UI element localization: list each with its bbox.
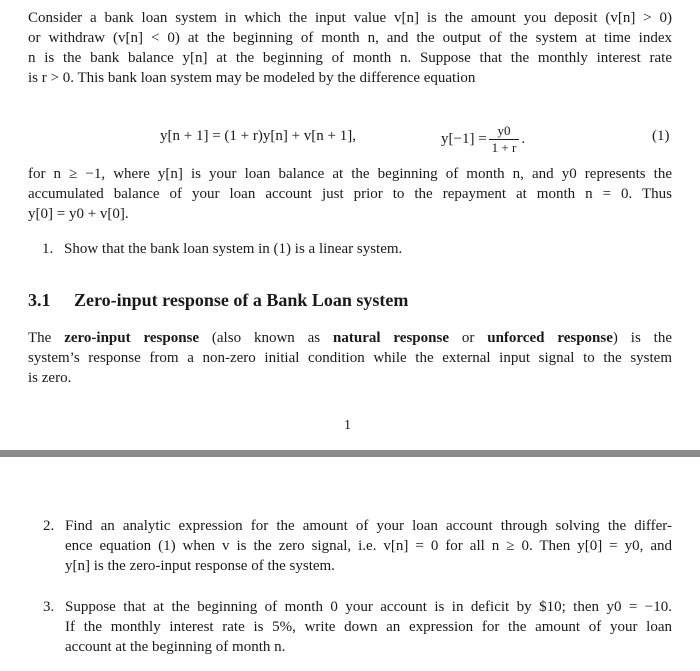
fraction-numerator: y0 (497, 122, 511, 138)
intro-line: or withdraw (v[n] < 0) at the beginning of month n, and the output of the system at time index (28, 30, 672, 46)
after-equation-paragraph (28, 164, 672, 224)
list-item-text: Show that the bank loan system in (1) is a linear system. (64, 241, 403, 257)
section-heading (28, 290, 408, 311)
page-number: 1 (344, 418, 351, 433)
zir-line-2: system’s response from a non-zero initial condition while the external input signal to the system (28, 350, 672, 366)
section-title: Zero-input response of a Bank Loan system (74, 290, 409, 310)
zir-term-natural: natural response (333, 330, 449, 346)
item3-line: If the monthly interest rate is 5%, write down an expression for the amount of your loan (65, 619, 672, 635)
equation-initial-condition (441, 116, 525, 162)
section-number: 3.1 (28, 290, 51, 310)
page-bottom (0, 459, 700, 671)
zir-term-zero-input: zero-input response (64, 330, 200, 346)
list-marker: 1. (42, 241, 54, 257)
zir-text: ) is the (612, 330, 672, 346)
equation-tail: . (521, 130, 526, 147)
intro-line: n is the bank balance y[n] at the beginning of month n. Suppose that the monthly interest rate (28, 50, 672, 66)
list-item-3 (43, 597, 672, 657)
after-eq-line: for n ≥ −1, where y[n] is your loan balance at the beginning of month n, and y0 represents the (28, 166, 672, 182)
equation-left: y[n + 1] = (1 + r)y[n] + v[n + 1], (160, 128, 357, 144)
zir-term-unforced: unforced response (487, 330, 613, 346)
item3-line: account at the beginning of month n. (65, 639, 286, 655)
zir-line-3: is zero. (28, 370, 72, 386)
difference-equation (0, 116, 700, 162)
zero-input-paragraph (28, 328, 672, 388)
item2-line: ence equation (1) when v is the zero signal, i.e. v[n] = 0 for all n ≥ 0. Then y[0] = y0, and (65, 538, 672, 554)
list-marker: 2. (43, 518, 55, 534)
equation-right-lhs: y[−1] = (441, 130, 487, 147)
zir-text: The (28, 330, 65, 346)
zir-text: (also known as (199, 330, 334, 346)
intro-paragraph (28, 8, 672, 88)
item2-line: y[n] is the zero-input response of the system. (65, 558, 335, 574)
equation-fraction (489, 123, 520, 156)
list-item-text (65, 597, 672, 657)
list-item-1 (42, 239, 403, 259)
page-divider (0, 450, 700, 457)
equation-number: (1) (652, 128, 670, 144)
item2-line: Find an analytic expression for the amount of your loan account through solving the differ- (65, 518, 672, 534)
zir-line-1 (28, 328, 672, 348)
list-marker: 3. (43, 599, 55, 615)
zir-text: or (448, 330, 488, 346)
list-item-2 (43, 516, 672, 576)
after-eq-line: y[0] = y0 + v[0]. (28, 206, 129, 222)
intro-line: is r > 0. This bank loan system may be modeled by the difference equation (28, 70, 476, 86)
fraction-denominator: 1 + r (489, 139, 520, 156)
list-item-text (65, 516, 672, 576)
intro-line: Consider a bank loan system in which the input value v[n] is the amount you deposit (v[n] > 0) (28, 10, 672, 26)
item3-line: Suppose that at the beginning of month 0 your account is in deficit by $10; then y0 = −10. (65, 599, 672, 615)
after-eq-line: accumulated balance of your loan account just prior to the repayment at month n = 0. Thus (28, 186, 672, 202)
